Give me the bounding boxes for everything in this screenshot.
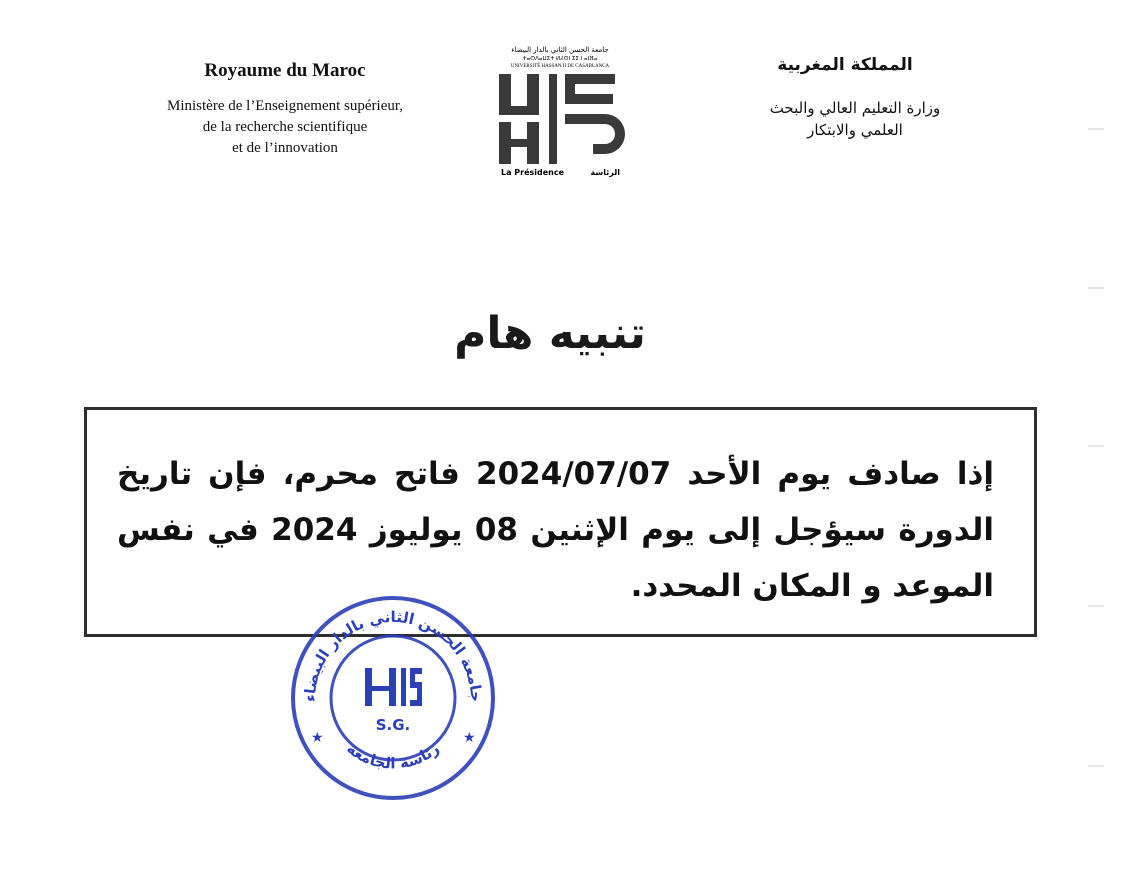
ministry-line-ar: العلمي والابتكار: [807, 121, 903, 139]
ministry-name-fr: [130, 96, 440, 159]
university-hassan-ii-logo-icon: [493, 44, 628, 179]
stamp-star-icon: ★: [311, 730, 324, 746]
scan-edge-mark: [1088, 287, 1104, 289]
logo-arabic-name: جامعة الحسن الثاني بالدار البيضاء: [511, 46, 609, 54]
ministry-name-ar: [740, 97, 970, 141]
scan-edge-mark: [1088, 445, 1104, 447]
scan-edge-mark: [1088, 605, 1104, 607]
header-left: [130, 60, 440, 159]
logo-label-ar: الرئاسة: [590, 168, 620, 177]
header-right: [740, 55, 970, 141]
notice-body: إذا صادف يوم الأحد 2024/07/07 فاتح محرم، فإن تاريخ الدورة سيؤجل إلى يوم الإثنين 08 يوليوز 2024 في نفس الموعد و المكان المحدد.: [117, 456, 994, 604]
ministry-line: de la recherche scientifique: [202, 119, 368, 135]
notice-box: [84, 407, 1037, 637]
ministry-line-ar: وزارة التعليم العالي والبحث: [769, 99, 941, 117]
stamp-star-icon: ★: [463, 730, 476, 746]
notice-title: تنبيه هام: [454, 308, 646, 359]
stamp-initials: S.G.: [375, 716, 411, 734]
ministry-line: et de l’innovation: [232, 140, 338, 156]
country-name-ar: المملكة المغربية: [777, 55, 913, 75]
stamp-ring-top: جامعة الحسن الثاني بالدار البيضاء: [300, 607, 486, 703]
stamp-ring-bottom: رئاسة الجامعة: [343, 739, 443, 773]
logo-french-name: UNIVERSITÉ HASSAN II DE CASABLANCA: [510, 64, 610, 69]
scan-edge-mark: [1088, 128, 1104, 130]
logo-tifinagh-name: ⵜⴰⵙⴷⴰⵡⵉⵜ ⵍⵃⵙⵏ ⵉⵉ ⵏ ⴰⵏⴼⴰ: [522, 56, 598, 62]
logo-label-fr: La Présidence: [501, 168, 565, 177]
ministry-line: Ministère de l’Enseignement supérieur,: [167, 98, 403, 114]
scan-edge-mark: [1088, 765, 1104, 767]
official-stamp-icon: [285, 590, 500, 805]
country-name-fr: Royaume du Maroc: [204, 60, 366, 81]
